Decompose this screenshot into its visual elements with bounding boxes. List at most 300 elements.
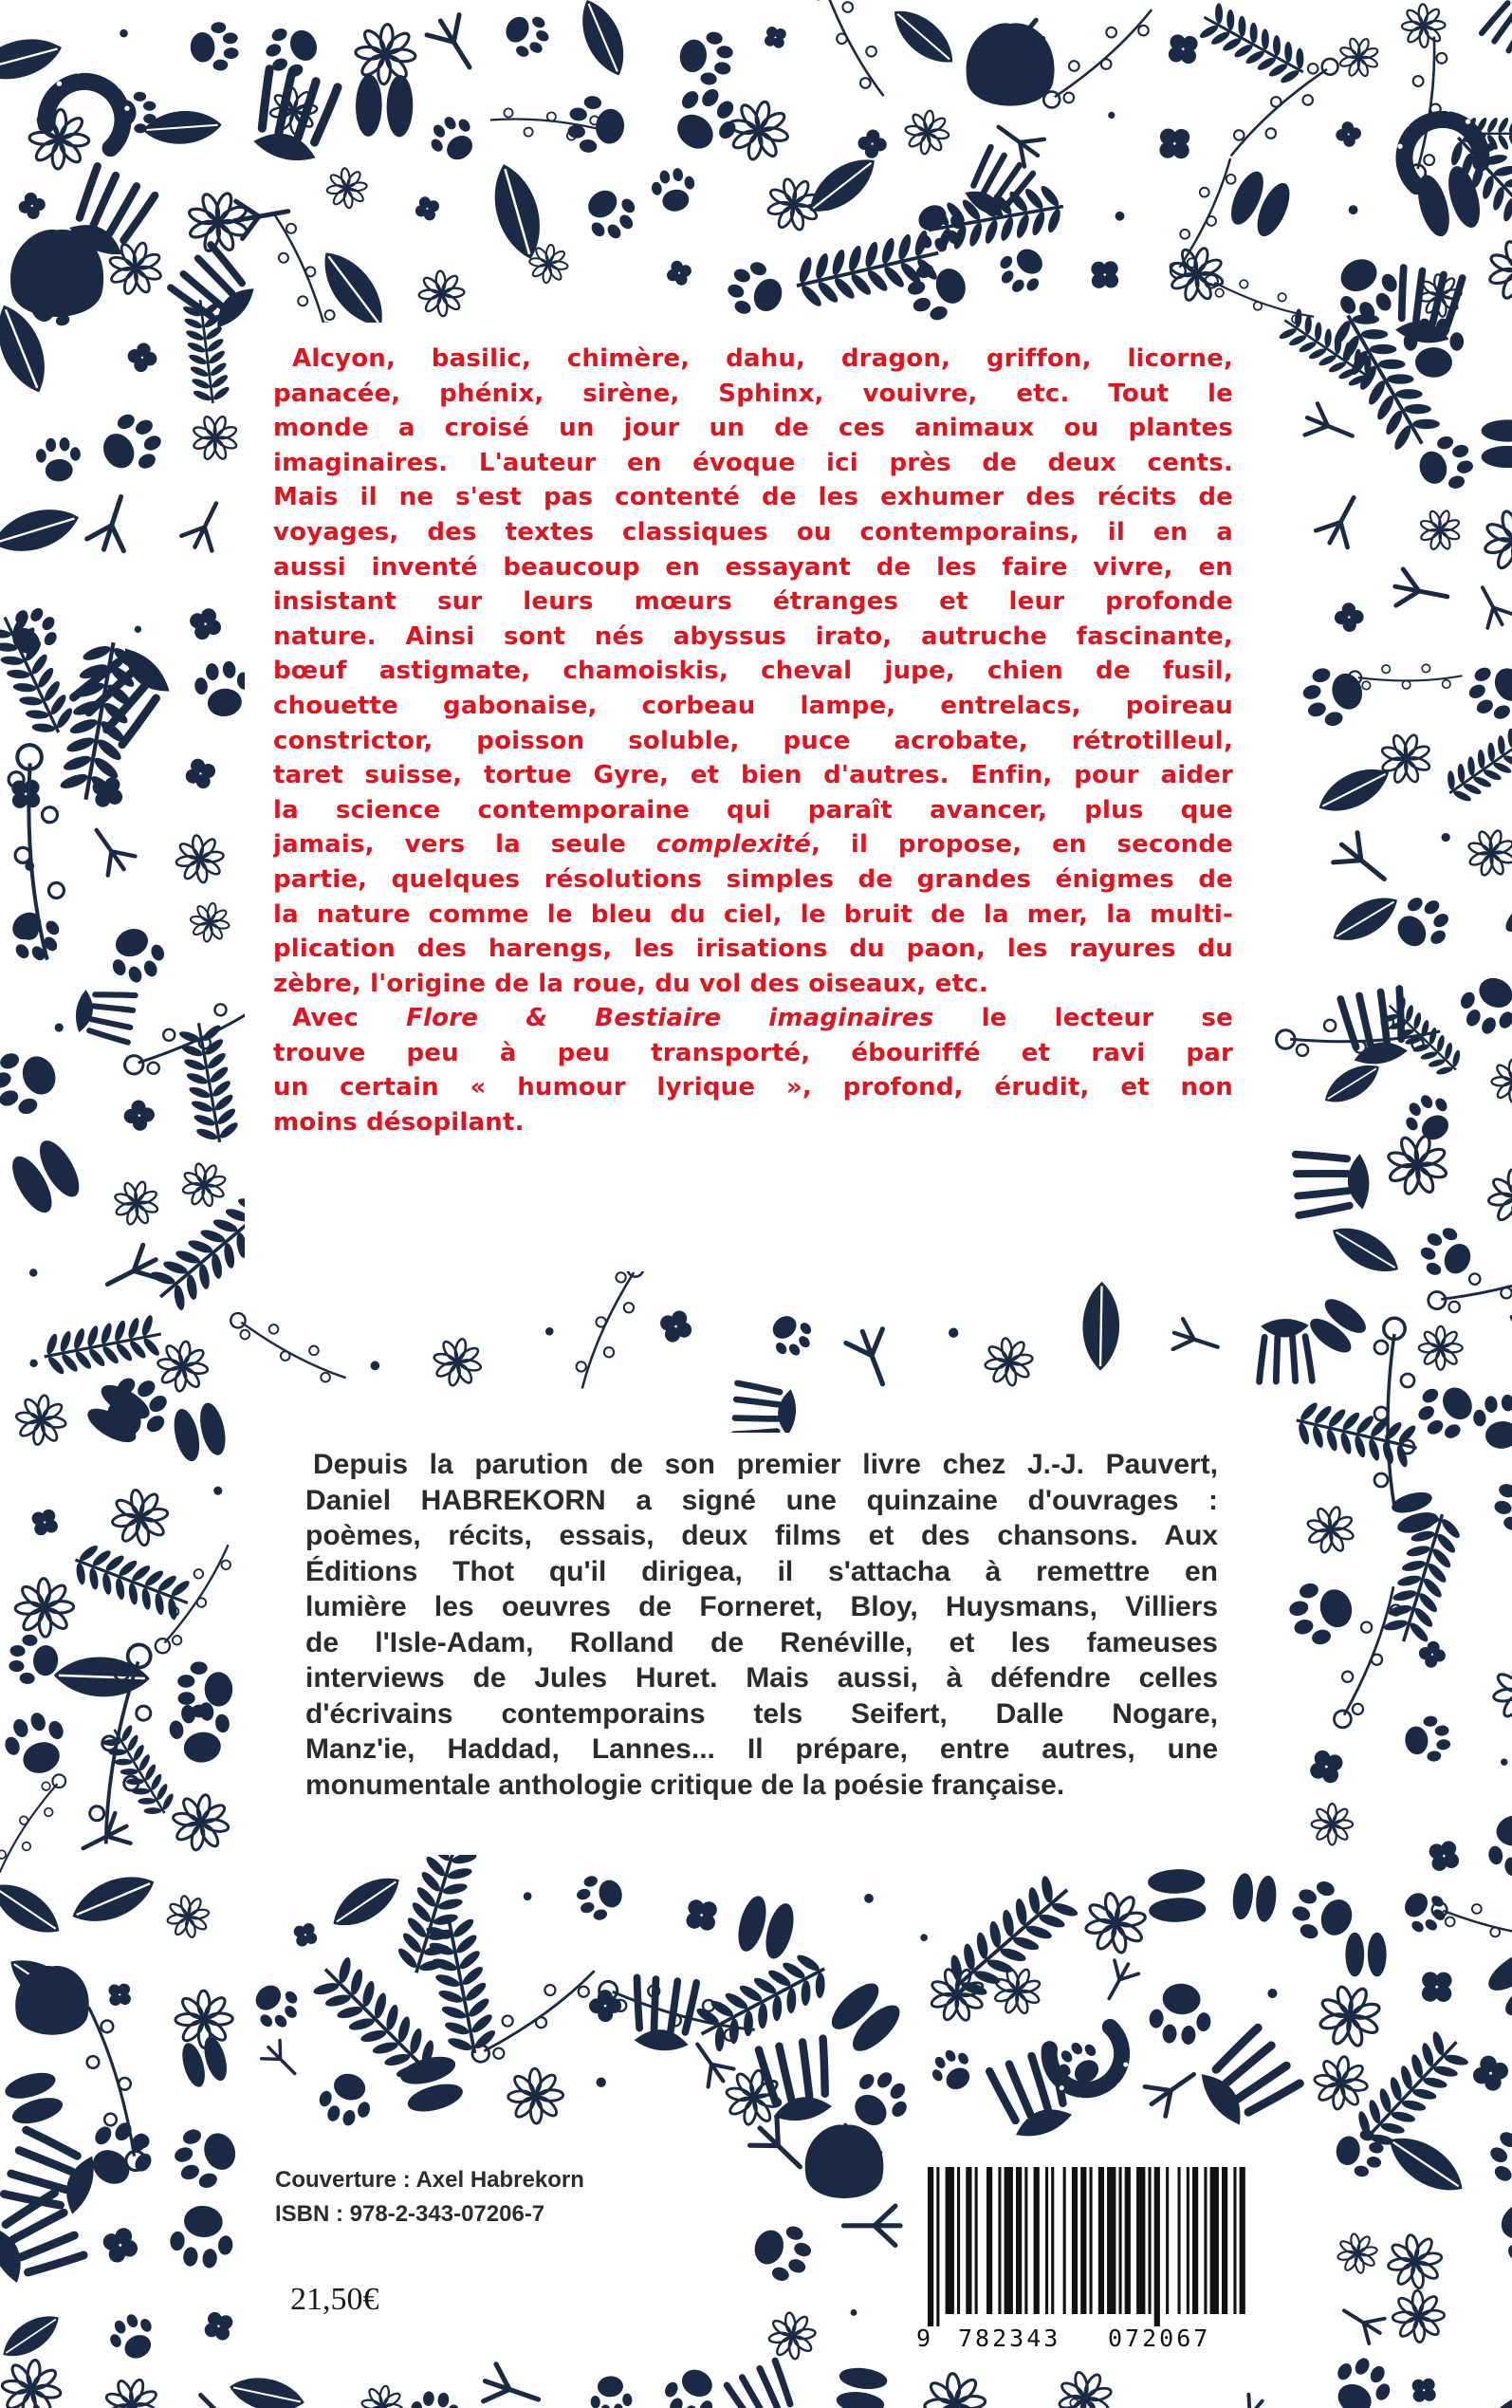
- barcode-bar: [1166, 2167, 1169, 2314]
- flower-icon: [1481, 232, 1512, 309]
- paw-print-icon: [497, 6, 555, 65]
- paw-print-icon: [168, 2118, 245, 2195]
- clover-icon: [1469, 2051, 1512, 2095]
- clover-icon: [1082, 252, 1127, 297]
- flower-sprig-icon: [225, 1305, 352, 1389]
- bird-track-icon: [844, 2206, 901, 2245]
- barcode-bar: [986, 2167, 992, 2314]
- paw-print-icon: [1333, 2125, 1386, 2179]
- leaf-icon: [1379, 2124, 1472, 2203]
- bio-line: poèmes, récits, essais, deux films et des chansons. Aux: [305, 1520, 1218, 1551]
- blurb-line: moins désopilant.: [273, 1108, 525, 1138]
- flower-icon: [107, 1485, 172, 1549]
- flower-sprig-icon: [465, 1958, 604, 2071]
- hoof-print-icon: [178, 2034, 231, 2089]
- dot-icon: [1347, 203, 1360, 216]
- paw-print-icon: [102, 920, 172, 989]
- barcode-bar: [1107, 2167, 1116, 2314]
- flower-sprig-icon: [1374, 1318, 1414, 1507]
- flower-icon: [98, 2371, 165, 2408]
- clover-icon: [26, 1503, 65, 1542]
- bio-line: de l'Isle-Adam, Rolland de Renéville, et les fameuses: [305, 1626, 1218, 1658]
- flower-icon: [14, 1578, 75, 1639]
- blurb-fragment: jamais, vers la seule: [273, 830, 626, 860]
- bird-track-icon: [1337, 2298, 1388, 2345]
- paw-print-icon: [576, 179, 645, 249]
- flower-icon: [319, 160, 375, 216]
- barcode-bar: [975, 2167, 978, 2314]
- barcode-bar: [1178, 2167, 1181, 2314]
- flower-icon: [354, 22, 417, 85]
- barcode-bar: [1149, 2167, 1152, 2314]
- blurb-line: zèbre, l'origine de la roue, du vol des oiseaux, etc.: [273, 969, 988, 998]
- claw-track-icon: [989, 2049, 1078, 2144]
- bird-track-icon: [747, 2114, 814, 2180]
- blurb-line: plication des harengs, les irisations du paon, les rayures du: [273, 935, 1233, 964]
- flower-icon: [896, 102, 957, 162]
- blurb-line: panacée, phénix, sirène, Sphinx, vouivre, etc. Tout le: [273, 379, 1233, 408]
- hoof-print-icon: [1482, 419, 1512, 468]
- flower-sprig-icon: [569, 1256, 653, 1395]
- hoof-print-icon: [1230, 1872, 1278, 1923]
- barcode-bar: [1125, 2167, 1131, 2314]
- flower-sprig-icon: [71, 2002, 156, 2176]
- barcode-bar: [998, 2167, 1001, 2314]
- flower-icon: [1462, 824, 1512, 883]
- bird-track-icon: [424, 10, 486, 77]
- flower-icon: [1489, 1659, 1512, 1726]
- blurb-text: [273, 342, 1233, 1140]
- flower-icon: [1311, 2053, 1371, 2113]
- clover-icon: [663, 257, 695, 289]
- clover-icon: [1411, 1962, 1462, 2012]
- paw-print-icon: [35, 436, 82, 482]
- dot-icon: [1107, 111, 1116, 120]
- dot-icon: [849, 2308, 857, 2317]
- blurb-line: [273, 827, 1233, 862]
- fern-sprig-icon: [1438, 716, 1512, 809]
- flower-icon: [175, 1155, 234, 1214]
- flower-sprig-icon: [803, 0, 897, 103]
- barcode-bar: [1024, 2167, 1027, 2314]
- blurb-line: insistant sur leurs mœurs étranges et leur profonde: [273, 587, 1233, 617]
- blurb-line: taret suisse, tortue Gyre, et bien d'autres. Enfin, pour aider: [273, 761, 1233, 790]
- blurb-line: un certain « humour lyrique », profond, érudit, et non: [273, 1073, 1233, 1102]
- paw-print-icon: [1323, 2349, 1399, 2408]
- barcode-bars: [922, 2167, 1254, 2328]
- blurb-line: imaginaires. L'auteur en évoque ici près de deux cents.: [273, 448, 1233, 477]
- bird-track-icon: [231, 193, 292, 239]
- dot-icon: [1500, 1757, 1510, 1768]
- author-bio: [305, 1447, 1218, 1803]
- paw-print-icon: [168, 2203, 236, 2269]
- flower-icon: [167, 825, 233, 892]
- clover-icon: [1422, 1834, 1466, 1879]
- clover-icon: [677, 1891, 726, 1939]
- bird-track-icon: [685, 2035, 736, 2090]
- barcode-bar: [946, 2167, 954, 2314]
- paw-print-icon: [1403, 1714, 1452, 1765]
- leaf-icon: [1464, 2378, 1512, 2408]
- barcode: [909, 2154, 1267, 2361]
- clover-icon: [1160, 26, 1207, 72]
- clover-icon: [101, 1976, 138, 2012]
- clover-icon: [288, 1917, 323, 1952]
- paw-print-icon: [1284, 1574, 1359, 1650]
- barcode-bar: [1204, 2167, 1207, 2314]
- flower-icon: [1382, 2280, 1455, 2353]
- bird-track-icon: [1224, 2392, 1273, 2408]
- dot-icon: [53, 1022, 65, 1033]
- paw-print-icon: [92, 405, 170, 483]
- flower-icon: [17, 97, 101, 181]
- dot-icon: [1440, 831, 1452, 843]
- claw-track-icon: [4, 2130, 101, 2220]
- hoof-print-icon: [1345, 1933, 1386, 1977]
- hoof-print-icon: [1148, 1868, 1207, 1923]
- flower-icon: [1049, 2362, 1121, 2408]
- clover-icon: [857, 128, 888, 159]
- bio-line: monumentale anthologie critique de la poésie française.: [305, 1769, 1065, 1801]
- hoof-print-icon: [1305, 1293, 1372, 1359]
- hoof-print-icon: [1501, 895, 1512, 953]
- clover-icon: [198, 2306, 239, 2346]
- leaf-icon: [800, 147, 885, 224]
- barcode-bar: [1016, 2167, 1022, 2314]
- barcode-bar: [1136, 2167, 1145, 2314]
- paw-print-icon: [1471, 1393, 1512, 1451]
- barcode-bar: [1233, 2167, 1236, 2314]
- flower-icon: [1334, 2231, 1380, 2277]
- blurb-fragment: Avec: [292, 1004, 359, 1033]
- flower-icon: [760, 2304, 825, 2369]
- clover-icon: [184, 602, 227, 645]
- flower-icon: [507, 2067, 564, 2124]
- bird-track-icon: [1330, 829, 1396, 894]
- bio-line: Éditions Thot qu'il dirigea, il s'attacha à remettre en: [305, 1555, 1218, 1587]
- clover-icon: [1405, 2371, 1443, 2408]
- dot-icon: [134, 625, 142, 634]
- bird-track-icon: [83, 821, 138, 879]
- barcode-bar: [1090, 2167, 1093, 2314]
- paw-print-icon: [676, 28, 735, 87]
- blurb-line: [273, 1001, 1233, 1036]
- blurb-line: monde a croisé un jour un de ces animaux ou plantes: [273, 414, 1233, 443]
- paw-print-icon: [1481, 2118, 1512, 2197]
- clover-icon: [98, 2222, 143, 2268]
- paw-print-icon: [649, 165, 699, 214]
- bio-line: [305, 1483, 1218, 1519]
- barcode-bar: [928, 2167, 933, 2326]
- fern-sprig-icon: [1377, 993, 1468, 1083]
- dot-icon: [919, 1933, 930, 1943]
- clover-icon: [412, 193, 444, 225]
- paw-print-icon: [1483, 1810, 1512, 1880]
- flower-sprig-icon: [1348, 664, 1462, 690]
- fern-sprig-icon: [0, 607, 80, 743]
- flower-icon: [183, 896, 237, 950]
- flower-icon: [1376, 1124, 1457, 1205]
- blurb-fragment: , il propose, en seconde: [811, 830, 1233, 860]
- fern-sprig-icon: [176, 1019, 242, 1146]
- leaf-icon: [324, 1866, 409, 1937]
- clover-icon: [1303, 1744, 1349, 1789]
- claw-track-icon: [727, 2361, 803, 2408]
- paw-print-icon: [991, 238, 1054, 301]
- barcode-bar: [1240, 2167, 1245, 2314]
- book-title: Flore & Bestiaire imaginaires: [406, 1004, 934, 1033]
- leaf-icon: [1325, 1216, 1407, 1283]
- paw-print-icon: [747, 2216, 817, 2288]
- dot-icon: [212, 1485, 224, 1496]
- paw-print-icon: [8, 1633, 60, 1686]
- bird-track-icon: [1097, 1957, 1141, 2006]
- isbn: ISBN : 978-2-343-07206-7: [275, 2201, 545, 2227]
- blurb-line: trouve peu à peu transporté, ébouriffé et ravi par: [273, 1038, 1233, 1067]
- hoof-print-icon: [1390, 1489, 1441, 1537]
- flower-icon: [155, 1338, 212, 1395]
- barcode-bar: [1187, 2167, 1189, 2314]
- bio-line: interviews de Jules Huret. Mais aussi, à défendre celles: [305, 1662, 1218, 1694]
- leaf-icon: [0, 2306, 66, 2366]
- barcode-bar: [1045, 2167, 1048, 2314]
- dot-icon: [120, 29, 128, 38]
- leaf-icon: [53, 1656, 150, 1698]
- barcode-bar: [1222, 2167, 1227, 2314]
- flower-icon: [1478, 1158, 1512, 1236]
- fern-sprig-icon: [1291, 1398, 1422, 1471]
- dot-icon: [1265, 1987, 1279, 2000]
- barcode-bar: [1034, 2167, 1040, 2314]
- horseshoe-icon: [1388, 95, 1484, 188]
- flower-sprig-icon: [489, 107, 614, 144]
- flower-icon: [410, 262, 473, 325]
- clover-icon: [1335, 120, 1363, 149]
- leaf-icon: [1082, 1282, 1120, 1371]
- barcode-group-right: 072067: [1108, 2325, 1211, 2352]
- paw-print-icon: [409, 2390, 461, 2408]
- blurb-line: bœuf astigmate, chamoiskis, cheval jupe, chien de fusil,: [273, 657, 1233, 686]
- paw-print-icon: [1413, 431, 1479, 496]
- fern-sprig-icon: [40, 1312, 165, 1379]
- hoof-print-icon: [733, 1893, 799, 1961]
- blurb-line: voyages, des textes classiques ou contemporains, il en a: [273, 517, 1233, 546]
- barcode-group-left: 782343: [958, 2325, 1061, 2352]
- leaf-icon: [884, 0, 963, 74]
- bird-track-icon: [1497, 1308, 1512, 1368]
- leaf-icon: [65, 1865, 161, 1934]
- paw-print-icon: [245, 1974, 306, 2036]
- barcode-bar: [1080, 2167, 1086, 2314]
- flower-icon: [1483, 1050, 1512, 1113]
- leaf-icon: [571, 0, 634, 82]
- blurb-line: nature. Ainsi sont nés abyssus irato, autruche fascinante,: [273, 621, 1233, 651]
- blurb-line: aussi inventé beaucoup en essayant de les faire vivre, en: [273, 552, 1233, 582]
- clover-icon: [181, 754, 220, 793]
- barcode-bar: [1072, 2167, 1078, 2314]
- fern-sprig-icon: [56, 638, 142, 805]
- blurb-line: partie, quelques résolutions simples de grandes énigmes de: [273, 864, 1233, 894]
- dot-icon: [544, 1326, 555, 1337]
- claw-track-icon: [1482, 0, 1512, 59]
- blurb-line: la nature comme le bleu du ciel, le bruit de la mer, la multi-: [273, 899, 1233, 929]
- paw-print-icon: [1489, 1470, 1512, 1539]
- bird-track-icon: [1314, 490, 1370, 551]
- paw-print-icon: [657, 2360, 726, 2408]
- flower-icon: [1384, 2231, 1447, 2293]
- paw-print-icon: [573, 1869, 628, 1925]
- flower-icon: [1473, 499, 1512, 582]
- hoof-print-icon: [2, 2068, 65, 2129]
- flower-icon: [354, 2378, 412, 2408]
- blurb-emphasis: complexité: [655, 830, 811, 860]
- clover-icon: [125, 341, 159, 375]
- cover-credit: Couverture : Axel Habrekorn: [275, 2167, 584, 2193]
- flower-icon: [982, 1335, 1037, 1390]
- paw-print-icon: [721, 255, 790, 325]
- claw-track-icon: [1340, 989, 1411, 1068]
- credits: [273, 2161, 592, 2233]
- bird-track-icon: [1469, 581, 1512, 631]
- blurb-line: chouette gabonaise, corbeau lampe, entrelacs, poireau: [273, 691, 1233, 720]
- bird-track-icon: [1300, 402, 1358, 452]
- fern-sprig-icon: [924, 181, 1067, 255]
- paw-print-icon: [0, 1040, 65, 1121]
- flower-icon: [162, 1784, 240, 1862]
- flower-icon: [0, 2356, 65, 2408]
- leaf-icon: [0, 499, 84, 561]
- hoof-print-icon: [397, 2051, 466, 2117]
- barcode-bar: [966, 2167, 971, 2314]
- bird-track-icon: [1392, 568, 1451, 615]
- paw-print-icon: [1298, 659, 1370, 732]
- claw-track-icon: [72, 987, 135, 1043]
- hoof-print-icon: [1483, 1943, 1512, 2024]
- barcode-bar: [1051, 2167, 1054, 2314]
- blurb-fragment: le lecteur se: [981, 1004, 1233, 1033]
- bird-track-icon: [479, 2362, 544, 2408]
- paw-print-icon: [1386, 888, 1458, 960]
- clover-icon: [1417, 1639, 1447, 1670]
- flower-icon: [1079, 1887, 1151, 1958]
- leaf-icon: [0, 30, 66, 88]
- paw-print-icon: [314, 2067, 378, 2130]
- barcode-bar: [1098, 2167, 1104, 2314]
- leaf-icon: [0, 1872, 68, 1944]
- bird-track-icon: [1141, 2060, 1204, 2119]
- leaf-icon: [1318, 1056, 1386, 1112]
- fern-sprig-icon: [423, 1912, 501, 2058]
- paw-print-icon: [423, 109, 484, 170]
- hoof-print-icon: [170, 1400, 230, 1464]
- dot-icon: [1114, 210, 1126, 222]
- hoof-print-icon: [824, 1976, 907, 2059]
- barcode-bar: [936, 2167, 939, 2326]
- dot-icon: [522, 1891, 533, 1902]
- paw-print-icon: [902, 254, 973, 326]
- dot-icon: [863, 1893, 874, 1903]
- blurb-line: Alcyon, basilic, chimère, dahu, dragon, griffon, licorne,: [292, 344, 1233, 373]
- flower-sprig-icon: [1036, 0, 1162, 116]
- blurb-line: la science contemporaine qui paraît avancer, plus que: [273, 795, 1233, 824]
- fern-sprig-icon: [1193, 0, 1313, 91]
- fern-sprig-icon: [67, 1539, 196, 1624]
- flower-sprig-icon: [0, 1769, 73, 1879]
- bird-track-icon: [988, 113, 1047, 169]
- hoof-print-icon: [835, 2365, 888, 2408]
- paw-print-icon: [166, 1699, 234, 1767]
- bird-track-icon: [1170, 1318, 1223, 1362]
- paw-print-icon: [1452, 968, 1512, 1043]
- bio-line: d'écrivains contemporains tels Seifert, Dalle Nogare,: [305, 1697, 1218, 1730]
- clover-icon: [122, 1099, 156, 1132]
- flower-icon: [1413, 503, 1467, 557]
- bio-fragment: a signé une quinzaine d'ouvrages :: [636, 1484, 1218, 1516]
- paw-print-icon: [763, 1306, 820, 1363]
- flower-icon: [715, 2060, 791, 2136]
- flower-icon: [163, 1892, 213, 1942]
- large-paw-icon: [805, 2124, 884, 2198]
- clover-icon: [16, 190, 47, 221]
- flower-icon: [7, 1385, 76, 1454]
- barcode-bar: [1005, 2167, 1013, 2314]
- paw-print-icon: [0, 1706, 75, 1782]
- flower-icon: [724, 95, 794, 165]
- dot-icon: [29, 1360, 37, 1367]
- flower-icon: [1308, 1974, 1391, 2057]
- blurb-line: Mais il ne s'est pas contenté de les exhumer des récits de: [273, 483, 1233, 512]
- claw-track-icon: [631, 1977, 696, 2052]
- flower-icon: [1312, 1804, 1353, 1844]
- dot-icon: [596, 2077, 606, 2087]
- blurb-line: constrictor, poisson soluble, puce acrobate, rétrotilleul,: [273, 726, 1233, 755]
- barcode-bar: [1063, 2167, 1066, 2314]
- paw-print-icon: [189, 21, 239, 72]
- author-name: Daniel HABREKORN: [305, 1484, 606, 1516]
- barcode-bar: [1210, 2167, 1219, 2314]
- bio-line: Depuis la parution de son premier livre chez J.-J. Pauvert,: [313, 1449, 1218, 1480]
- flower-icon: [1410, 1317, 1471, 1379]
- leaf-icon: [141, 108, 223, 146]
- bird-track-icon: [85, 491, 139, 555]
- large-paw-icon: [10, 230, 103, 317]
- paw-print-icon: [1485, 2189, 1512, 2275]
- barcode-bar: [957, 2167, 960, 2314]
- barcode-bar: [1119, 2167, 1122, 2314]
- claw-track-icon: [1258, 1319, 1312, 1382]
- bird-track-icon: [179, 496, 231, 555]
- dot-icon: [370, 1361, 379, 1370]
- leaf-icon: [227, 2371, 308, 2408]
- clover-icon: [1334, 602, 1364, 632]
- dot-icon: [949, 1327, 959, 1338]
- claw-track-icon: [1192, 2028, 1300, 2133]
- flower-sprig-icon: [1429, 1895, 1512, 1952]
- flower-icon: [185, 408, 244, 467]
- bird-track-icon: [259, 2038, 304, 2083]
- flower-icon: [1333, 31, 1385, 83]
- paw-print-icon: [1148, 1982, 1213, 2047]
- large-paw-icon: [967, 23, 1055, 105]
- barcode-bar: [1192, 2167, 1198, 2314]
- paw-print-icon: [103, 2307, 162, 2366]
- hoof-print-icon: [5, 1135, 87, 1218]
- paw-print-icon: [1461, 654, 1512, 728]
- price: 21,50€: [285, 2282, 385, 2318]
- bio-line: lumière les oeuvres de Forneret, Bloy, Huysmans, Villiers: [305, 1591, 1218, 1622]
- flower-icon: [1301, 1500, 1360, 1559]
- clover-icon: [1150, 119, 1199, 168]
